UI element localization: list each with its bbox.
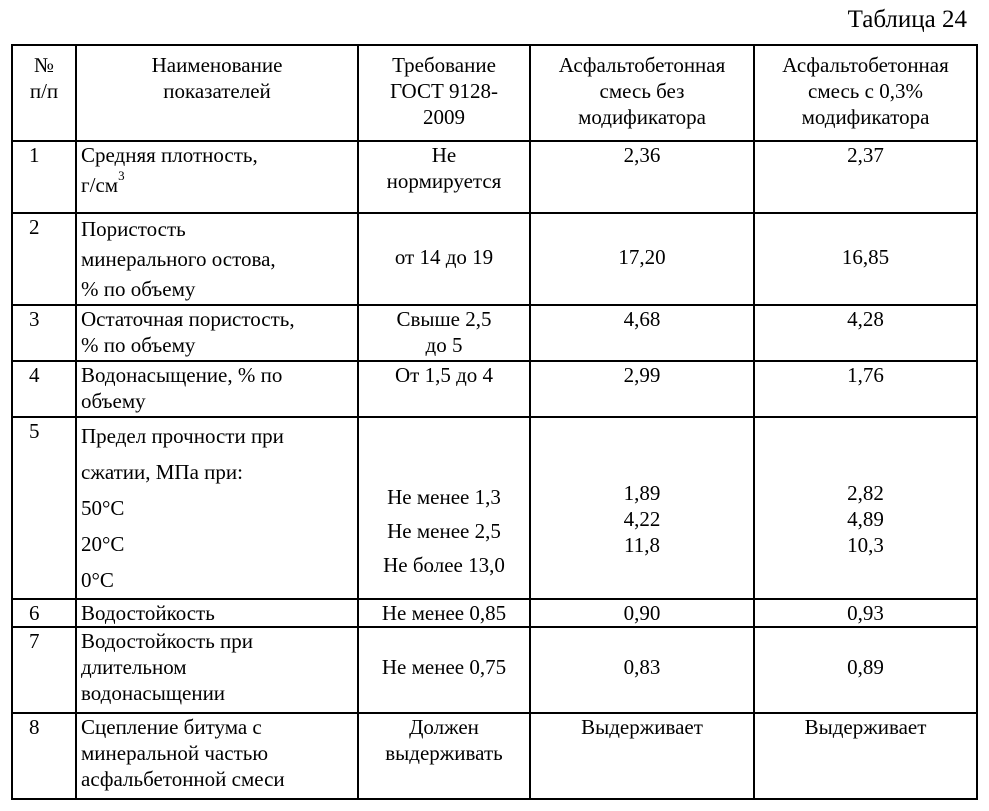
table-row — [12, 713, 977, 799]
row-with: 2,82 4,89 10,3 — [754, 417, 977, 599]
row-with: 0,89 — [754, 627, 977, 713]
table-header-row — [12, 45, 977, 141]
row-gost: Должен выдерживать — [358, 713, 530, 799]
row-num: 8 — [12, 713, 76, 799]
row-with: 1,76 — [754, 361, 977, 417]
row-gost: Не нормируется — [358, 141, 530, 213]
row-name: Остаточная пористость, % по объему — [76, 305, 358, 361]
table-caption: Таблица 24 — [847, 6, 967, 33]
row-without: 0,90 — [530, 599, 754, 627]
header-num: № п/п — [12, 45, 76, 141]
row-gost: Не менее 0,75 — [358, 627, 530, 713]
row-with: 16,85 — [754, 213, 977, 305]
row-without: 0,83 — [530, 627, 754, 713]
row-name: Сцепление битума с минеральной частью асфальбетонной смеси — [76, 713, 358, 799]
unit-text: г/см — [81, 173, 119, 197]
row-name: Средняя плотность, $г/см^3$ — [76, 141, 358, 213]
table-row — [12, 305, 977, 361]
table-row — [12, 213, 977, 305]
row-name: Водостойкость при длительном водонасыщении — [76, 627, 358, 713]
row-without: 17,20 — [530, 213, 754, 305]
row-name: Водостойкость — [76, 599, 358, 627]
row-num: 7 — [12, 627, 76, 713]
row-gost: от 14 до 19 — [358, 213, 530, 305]
row-without: 2,99 — [530, 361, 754, 417]
row-num: 2 — [12, 213, 76, 305]
row-num: 1 — [12, 141, 76, 213]
table-row — [12, 417, 977, 599]
row-gost: Свыше 2,5 до 5 — [358, 305, 530, 361]
row-num: 4 — [12, 361, 76, 417]
header-with-modifier: Асфальтобетонная смесь с 0,3% модификатора — [754, 45, 977, 141]
properties-table — [11, 44, 978, 800]
row-without: 1,89 4,22 11,8 — [530, 417, 754, 599]
row-without: 2,36 — [530, 141, 754, 213]
header-gost: Требование ГОСТ 9128- 2009 — [358, 45, 530, 141]
row-num: 6 — [12, 599, 76, 627]
table-row — [12, 627, 977, 713]
row-gost: От 1,5 до 4 — [358, 361, 530, 417]
row-num: 3 — [12, 305, 76, 361]
row-without: 4,68 — [530, 305, 754, 361]
row-gost: Не менее 1,3 Не менее 2,5 Не более 13,0 — [358, 417, 530, 599]
row-name: Предел прочности при сжатии, МПа при: 50°С 20°С 0°С — [76, 417, 358, 599]
row-without: Выдерживает — [530, 713, 754, 799]
row-gost: Не менее 0,85 — [358, 599, 530, 627]
row-num: 5 — [12, 417, 76, 599]
unit-superscript: 3 — [118, 168, 125, 183]
row-with: Выдерживает — [754, 713, 977, 799]
row-name: Водонасыщение, % по объему — [76, 361, 358, 417]
header-name: Наименование показателей — [76, 45, 358, 141]
row-with: 0,93 — [754, 599, 977, 627]
row-name: Пористость минерального остова, % по объему — [76, 213, 358, 305]
table-row — [12, 599, 977, 627]
row-with: 4,28 — [754, 305, 977, 361]
table-row — [12, 141, 977, 213]
row-with: 2,37 — [754, 141, 977, 213]
header-without-modifier: Асфальтобетонная смесь без модификатора — [530, 45, 754, 141]
table-row — [12, 361, 977, 417]
